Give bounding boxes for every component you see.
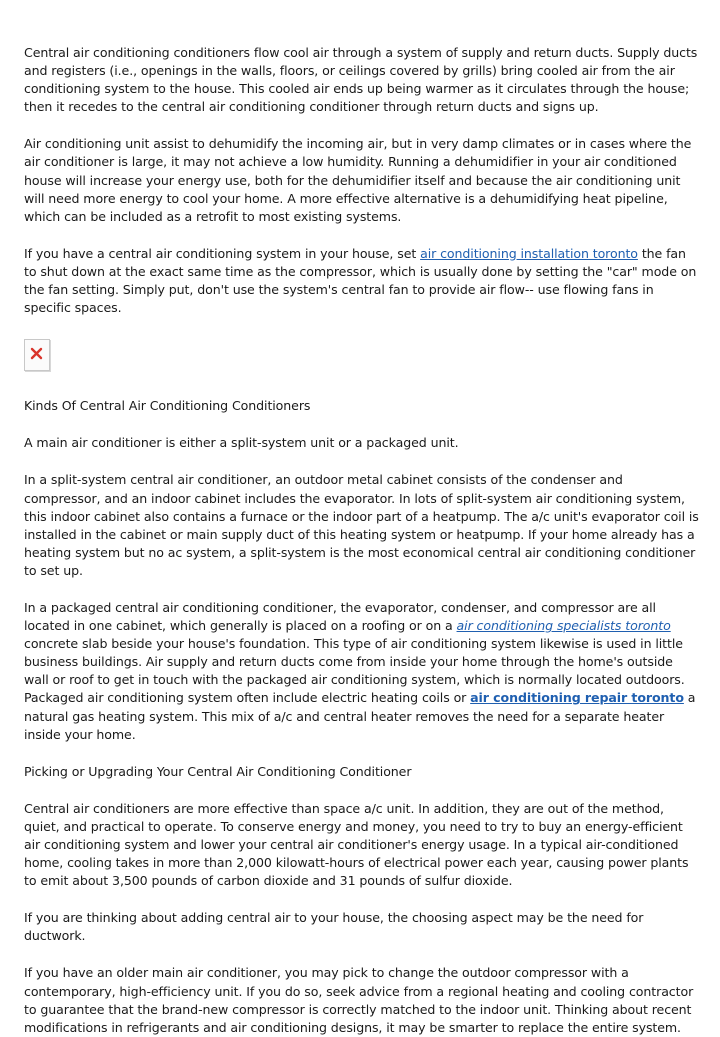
section-heading-picking: Picking or Upgrading Your Central Air Conditioning Conditioner: [24, 763, 412, 779]
paragraph-fan-setting: [24, 245, 700, 317]
paragraph-ductwork: If you are thinking about adding central air to your house, the choosing aspect may be the need for ductwork.: [24, 910, 644, 944]
paragraph-text: a natural gas heating system. This mix of a/c and central heater removes the need for a separate heater inside your home.: [24, 690, 696, 742]
paragraph-text: concrete slab beside your house's foundation. This type of air conditioning system likewise is used in little business buildings. Air supply and return ducts come from inside your home through the home's outside wall or roof to get in touch with the packaged air conditioning system, which is normally located outdoors. Packaged air conditioning system often include electric heating coils or: [24, 636, 685, 706]
link-installation-toronto[interactable]: air conditioning installation toronto: [420, 245, 638, 261]
broken-image-icon: [30, 347, 43, 360]
paragraph-supply-ducts: Central air conditioning conditioners flow cool air through a system of supply and return ducts. Supply ducts and registers (i.e., openings in the walls, floors, or ceilings covered by grills) bring cooled air from the air conditioning system to the house. This cooled air ends up being warmer as it circulates through the house; then it recedes to the central air conditioning conditioner through return ducts and signs up.: [24, 45, 698, 115]
link-specialists-toronto[interactable]: air conditioning specialists toronto: [456, 618, 671, 634]
paragraph-dehumidify: Air conditioning unit assist to dehumidify the incoming air, but in very damp climates or in cases where the air conditioner is large, it may not achieve a low humidity. Running a dehumidifier in your air conditioned house will increase your energy use, both for the dehumidifier itself and because the air conditioning unit will need more energy to cool your home. A more effective alternative is a dehumidifying heat pipeline, which can be included as a retrofit to most existing systems.: [24, 136, 692, 224]
link-repair-toronto[interactable]: air conditioning repair toronto: [470, 690, 684, 706]
broken-image: [24, 339, 50, 371]
paragraph-text: the fan to shut down at the exact same time as the compressor, which is usually done by setting the "car" mode on the fan setting. Simply put, don't use the system's central fan to provide air flow-- use flowing fans in specific spaces.: [24, 245, 697, 316]
paragraph-efficiency: Central air conditioners are more effective than space a/c unit. In addition, they are out of the method, quiet, and practical to operate. To conserve energy and money, you need to try to buy an energy-efficient air conditioning system and lower your central air conditioner's energy usage. In a typical air-conditioned home, cooling takes in more than 2,000 kilowatt-hours of electrical power each year, causing power plants to emit about 3,500 pounds of carbon dioxide and 31 pounds of sulfur dioxide.: [24, 800, 689, 889]
document-body: [24, 44, 700, 1037]
paragraph-text: If you have a central air conditioning system in your house, set: [24, 245, 421, 261]
paragraph-packaged: [24, 599, 700, 744]
section-heading-kinds: Kinds Of Central Air Conditioning Conditioners: [24, 398, 311, 414]
paragraph-split-system: In a split-system central air conditioner, an outdoor metal cabinet consists of the condenser and compressor, and an indoor cabinet includes the evaporator. In lots of split-system air conditioning system, this indoor cabinet also contains a furnace or the indoor part of a heatpump. The a/c unit's evaporator coil is installed in the cabinet or main supply duct of this heating system or heatpump. If your home already has a heating system but no ac system, a split-system is the most economical central air conditioning conditioner to set up.: [24, 472, 699, 578]
paragraph-main-types: A main air conditioner is either a split-system unit or a packaged unit.: [24, 435, 459, 451]
paragraph-text: In a packaged central air conditioning conditioner, the evaporator, condenser, and compressor are all located in one cabinet, which generally is placed on a roofing or on a: [24, 599, 656, 634]
paragraph-older-unit: If you have an older main air conditioner, you may pick to change the outdoor compressor with a contemporary, high-efficiency unit. If you do so, seek advice from a regional heating and cooling contractor to guarantee that the brand-new compressor is correctly matched to the indoor unit. Thinking about recent modifications in refrigerants and air conditioning designs, it may be smarter to replace the entire system.: [24, 965, 694, 1035]
